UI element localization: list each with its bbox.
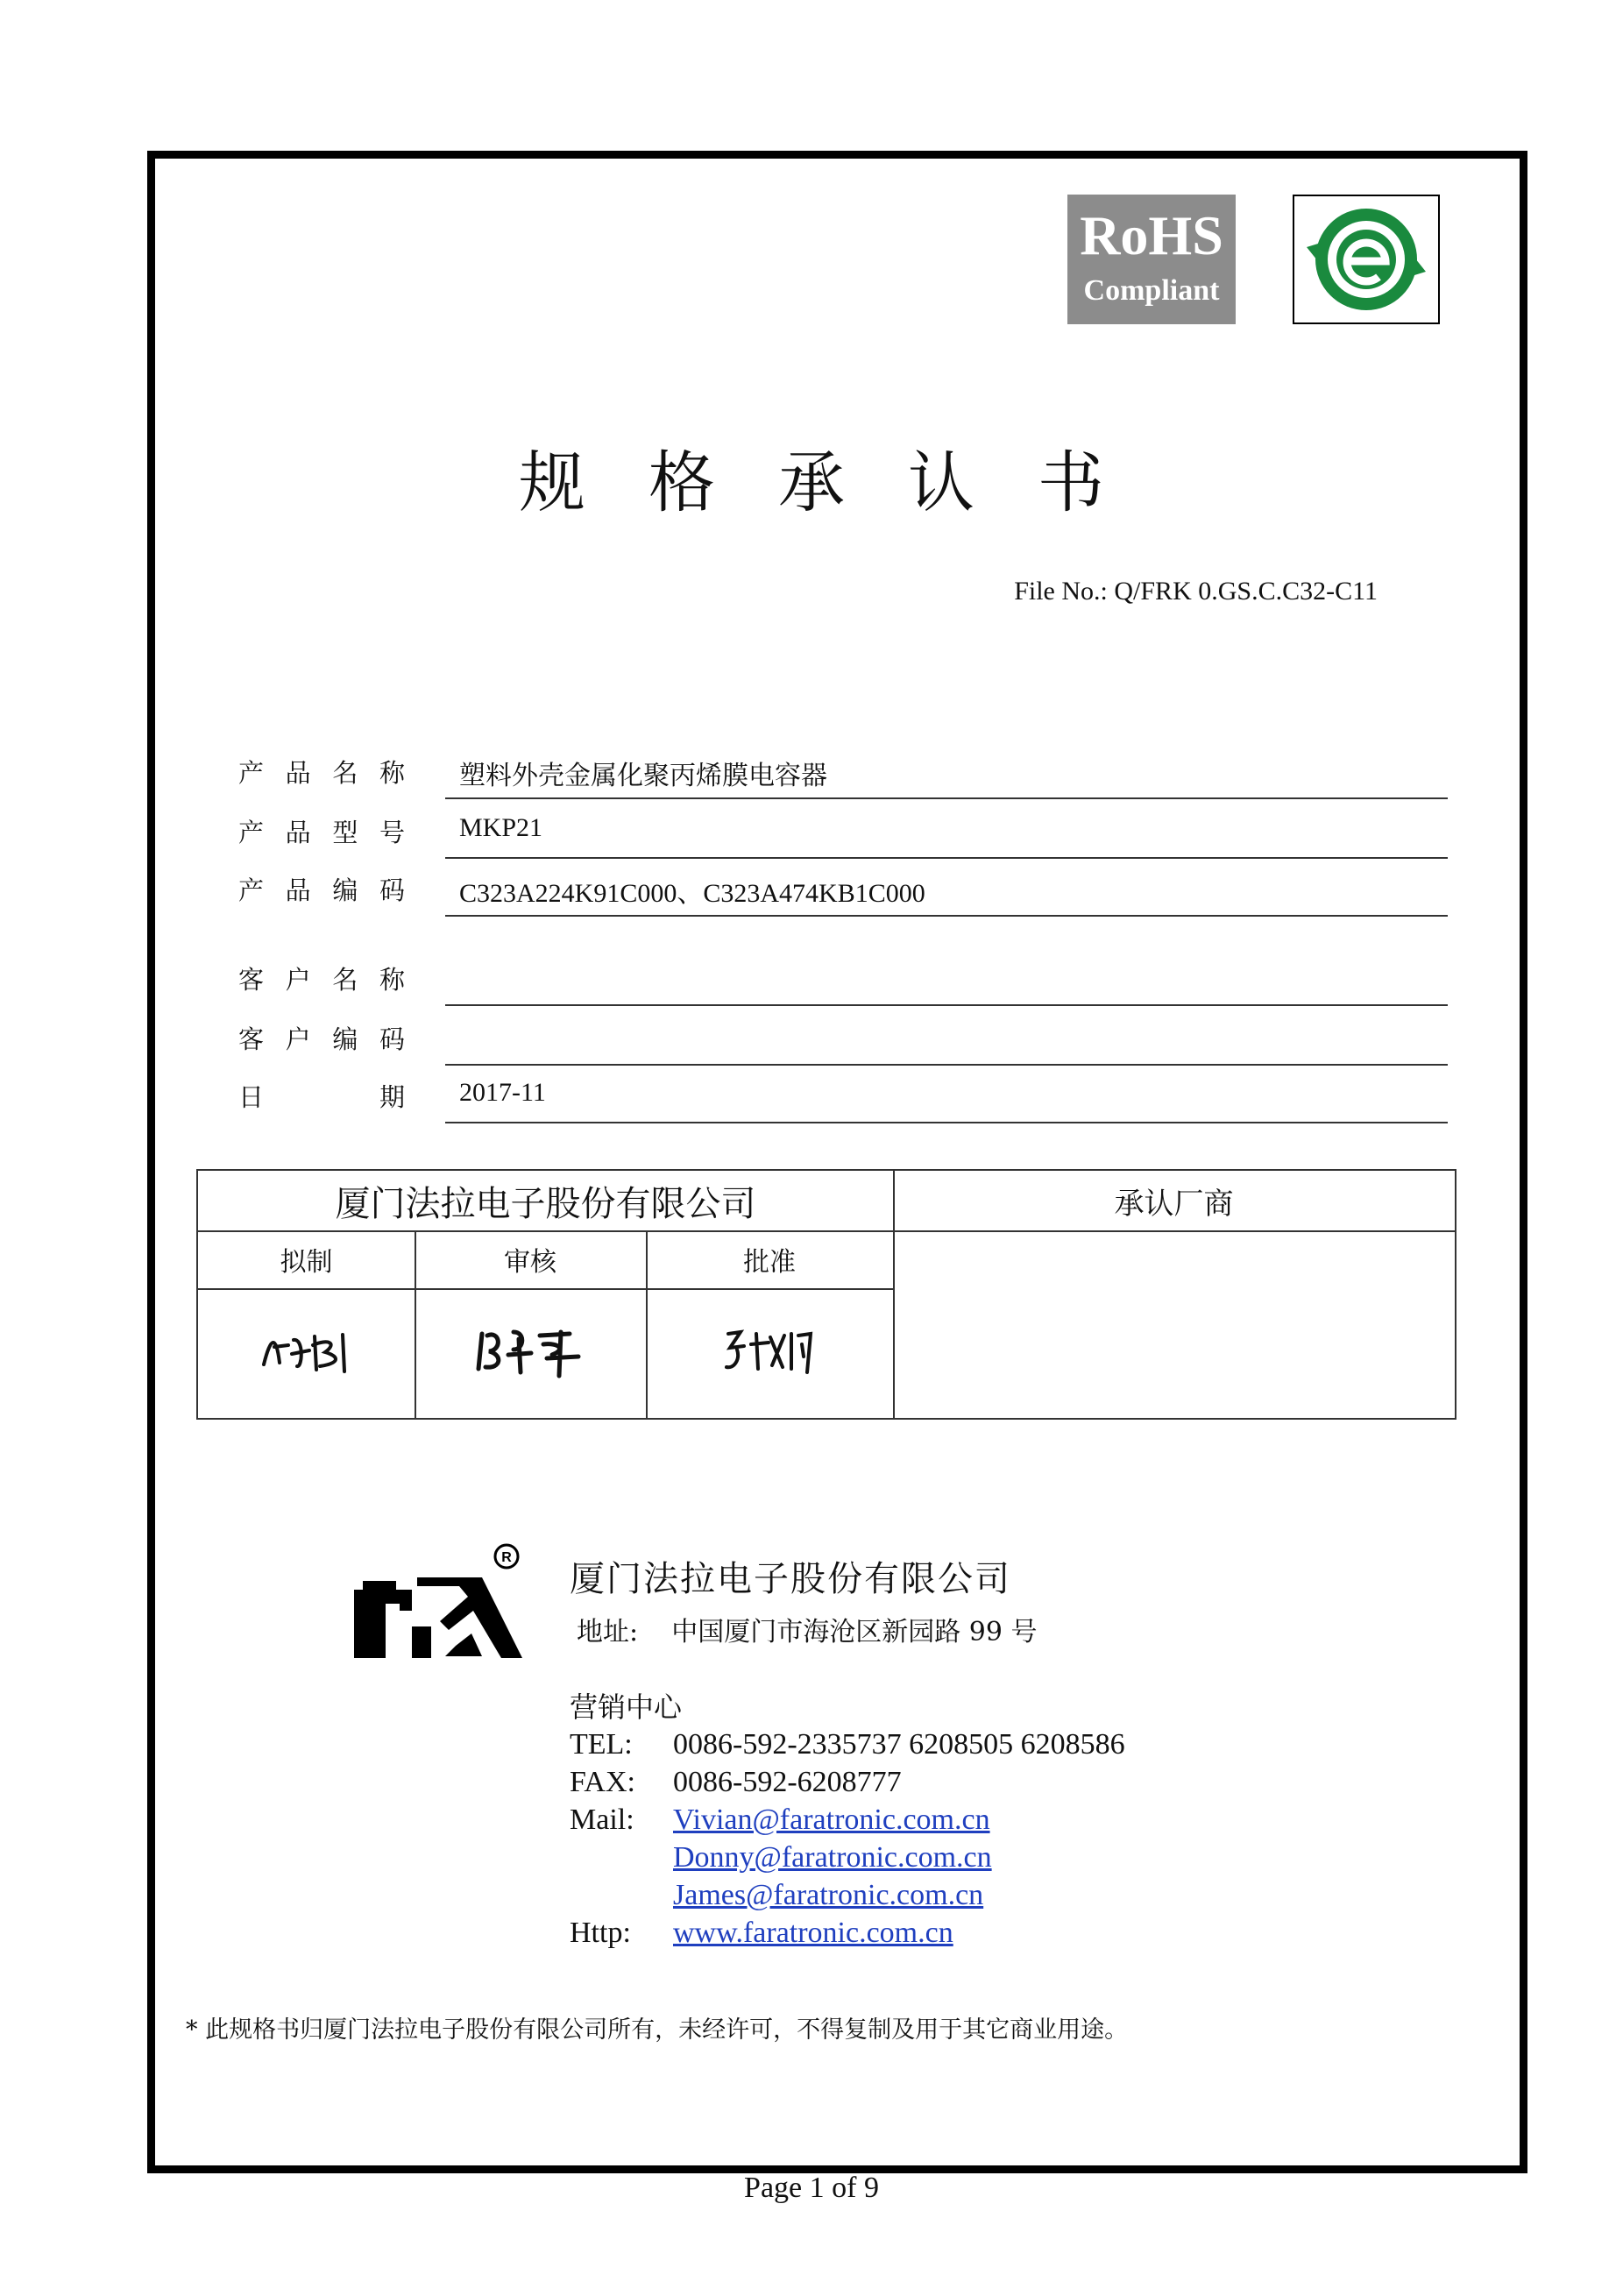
approval-table xyxy=(196,1169,1456,1420)
email-link[interactable]: James@faratronic.com.cn xyxy=(673,1879,984,1911)
compliant-text: Compliant xyxy=(1083,274,1220,307)
label-char: 名 xyxy=(332,758,358,788)
registered-mark: R xyxy=(501,1550,512,1565)
info-value: MKP21 xyxy=(459,813,543,842)
info-label xyxy=(238,960,405,996)
underline xyxy=(445,915,1448,917)
info-value: C323A224K91C000、C323A474KB1C000 xyxy=(459,879,925,908)
underline xyxy=(445,1122,1448,1123)
website-link[interactable]: www.faratronic.com.cn xyxy=(673,1917,953,1949)
label-char: 名 xyxy=(332,965,358,995)
address-label: 地址: xyxy=(577,1617,639,1648)
handwritten-signature xyxy=(721,1325,818,1379)
info-label xyxy=(238,1020,405,1056)
reviewed-signature xyxy=(415,1288,646,1416)
mail-line xyxy=(570,1876,1125,1914)
fax-value: 0086-592-6208777 xyxy=(673,1766,902,1798)
approved-signature xyxy=(646,1288,893,1416)
http-line xyxy=(570,1914,1125,1952)
fax-line xyxy=(570,1763,1125,1801)
info-row-customer-code xyxy=(238,1008,1448,1066)
http-label: Http: xyxy=(570,1917,631,1949)
label-char: 户 xyxy=(285,965,311,995)
info-value: 2017-11 xyxy=(459,1078,546,1107)
company-name: 厦门法拉电子股份有限公司 xyxy=(570,1559,1011,1599)
underline xyxy=(445,1004,1448,1006)
approved-heading: 批准 xyxy=(743,1247,796,1278)
document-title: 规格承认书 xyxy=(519,443,1167,521)
email-link[interactable]: Vivian@faratronic.com.cn xyxy=(673,1803,990,1836)
address-value: 中国厦门市海沧区新园路 99 号 xyxy=(671,1617,1038,1648)
environmental-e-circle-icon xyxy=(1293,195,1440,324)
fax-label: FAX: xyxy=(570,1766,635,1798)
info-label xyxy=(238,871,405,907)
mail-line xyxy=(570,1839,1125,1876)
tel-value: 0086-592-2335737 6208505 6208586 xyxy=(673,1728,1125,1761)
info-label xyxy=(238,1078,405,1114)
info-row-product-model xyxy=(238,801,1448,859)
label-char: 客 xyxy=(238,965,265,995)
tel-label: TEL: xyxy=(570,1728,633,1761)
handwritten-signature xyxy=(473,1323,587,1381)
rohs-compliant-logo xyxy=(1067,195,1236,324)
label-char: 型 xyxy=(332,818,358,847)
tel-line xyxy=(570,1726,1125,1763)
info-row-date xyxy=(238,1066,1448,1123)
label-char: 期 xyxy=(379,1082,405,1112)
label-char: 号 xyxy=(379,818,405,847)
mail-line xyxy=(570,1801,1125,1839)
info-value: 塑料外壳金属化聚丙烯膜电容器 xyxy=(459,762,827,790)
prepared-signature xyxy=(198,1288,415,1416)
label-char: 称 xyxy=(379,758,405,788)
label-char: 码 xyxy=(379,1024,405,1054)
info-row-product-code xyxy=(238,859,1448,917)
label-char: 品 xyxy=(285,875,311,905)
label-char: 客 xyxy=(238,1024,265,1054)
fa-registered-logo xyxy=(351,1542,526,1665)
contact-block xyxy=(570,1551,1125,1952)
rohs-text: RoHS xyxy=(1080,204,1223,266)
info-row-customer-name xyxy=(238,948,1448,1006)
info-row-product-name xyxy=(238,741,1448,799)
info-label xyxy=(238,813,405,849)
mail-label: Mail: xyxy=(570,1803,634,1836)
page-number: Page 1 of 9 xyxy=(744,2172,879,2204)
underline xyxy=(445,797,1448,799)
label-char: 户 xyxy=(285,1024,311,1054)
vendor-approval-heading: 承认厂商 xyxy=(1114,1186,1234,1222)
label-char: 品 xyxy=(285,758,311,788)
label-char: 编 xyxy=(332,1024,358,1054)
label-char: 产 xyxy=(238,758,265,788)
copyright-notice: * 此规格书归厦门法拉电子股份有限公司所有，未经许可，不得复制及用于其它商业用途。 xyxy=(186,2016,1129,2044)
handwritten-signature xyxy=(259,1326,355,1378)
prepared-heading: 拟制 xyxy=(280,1247,333,1278)
reviewed-heading: 审核 xyxy=(504,1247,556,1278)
label-char: 称 xyxy=(379,965,405,995)
label-char: 产 xyxy=(238,818,265,847)
email-link[interactable]: Donny@faratronic.com.cn xyxy=(673,1841,992,1874)
label-char: 日 xyxy=(238,1082,265,1112)
label-char: 编 xyxy=(332,875,358,905)
marketing-center: 营销中心 xyxy=(570,1690,683,1724)
company-heading: 厦门法拉电子股份有限公司 xyxy=(335,1183,756,1224)
label-char: 产 xyxy=(238,875,265,905)
label-char: 码 xyxy=(379,875,405,905)
info-label xyxy=(238,754,405,790)
file-number: File No.: Q/FRK 0.GS.C.C32-C11 xyxy=(1014,577,1378,606)
label-char: 品 xyxy=(285,818,311,847)
address-line xyxy=(577,1610,1125,1648)
